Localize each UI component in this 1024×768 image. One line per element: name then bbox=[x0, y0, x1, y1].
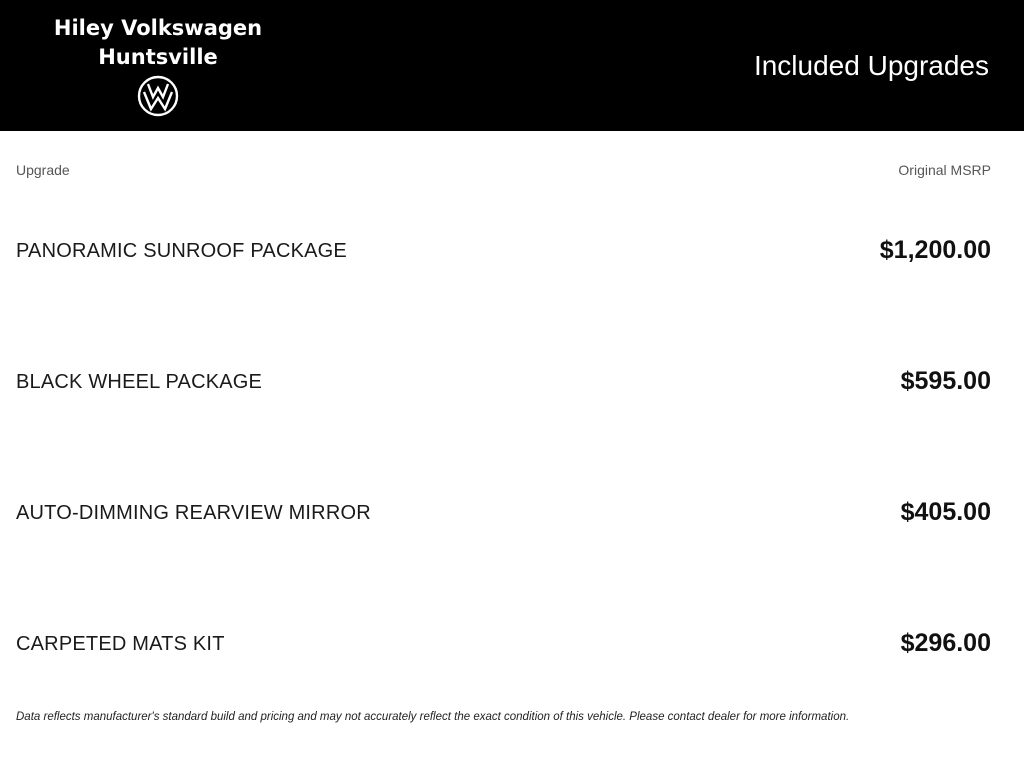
column-header-msrp: Original MSRP bbox=[898, 162, 991, 178]
upgrade-price: $405.00 bbox=[900, 498, 991, 526]
upgrade-price: $595.00 bbox=[900, 367, 991, 395]
upgrade-name: AUTO-DIMMING REARVIEW MIRROR bbox=[16, 502, 371, 524]
dealer-name-block bbox=[40, 14, 276, 72]
vw-logo-icon bbox=[137, 75, 179, 117]
dealer-name: Hiley Volkswagen bbox=[53, 16, 263, 40]
upgrade-name: BLACK WHEEL PACKAGE bbox=[16, 371, 263, 393]
upgrade-row bbox=[16, 361, 991, 401]
upgrade-price: $296.00 bbox=[900, 629, 991, 657]
disclaimer-text: Data reflects manufacturer's standard build and pricing and may not accurately reflect the exact condition of this vehicle. Please contact dealer for more information. bbox=[16, 711, 850, 723]
upgrade-name: CARPETED MATS KIT bbox=[16, 633, 225, 655]
dealer-city: Huntsville bbox=[98, 45, 218, 69]
upgrade-price: $1,200.00 bbox=[879, 236, 991, 264]
page-title: Included Upgrades bbox=[753, 50, 989, 81]
upgrade-row bbox=[16, 492, 991, 532]
header-bar bbox=[0, 0, 1024, 131]
column-header-upgrade: Upgrade bbox=[16, 162, 70, 178]
upgrade-row bbox=[16, 230, 991, 270]
upgrade-row bbox=[16, 623, 991, 663]
upgrade-name: PANORAMIC SUNROOF PACKAGE bbox=[16, 240, 347, 262]
